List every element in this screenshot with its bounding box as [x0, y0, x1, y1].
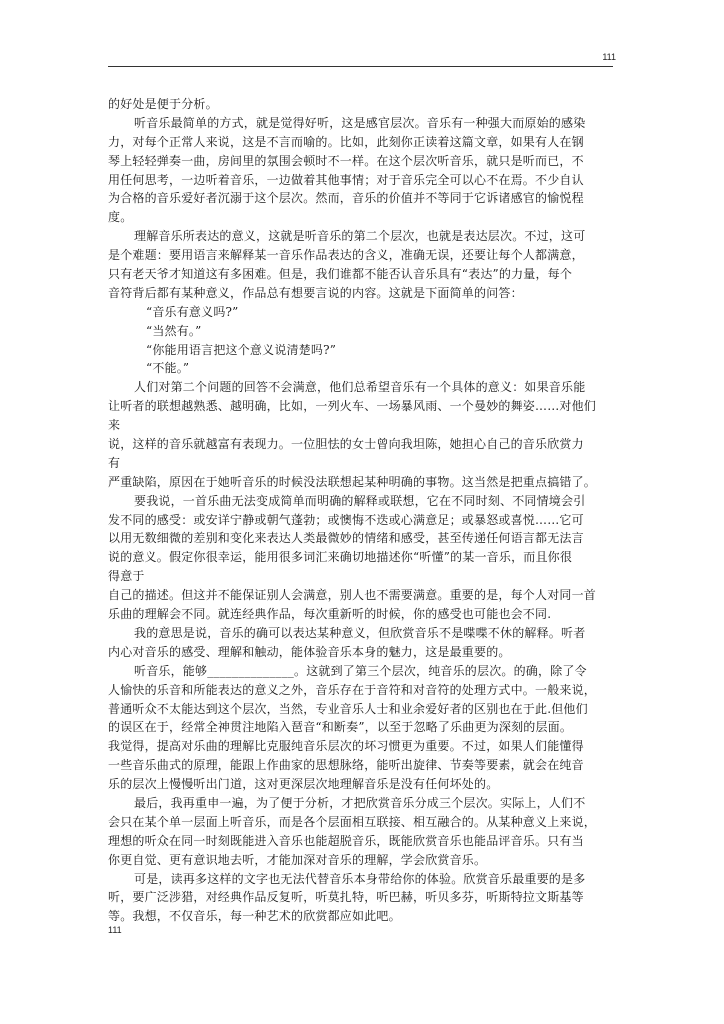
text-line: 理解音乐所表达的意义，这就是听音乐的第二个层次，也就是表达层次。不过，这可 [134, 229, 586, 244]
text-line: 人们对第二个问题的回答不会满意，他们总希望音乐有一个具体的意义：如果音乐能 [134, 380, 586, 395]
text-line: 内心对音乐的感受、理解和触动，能体验音乐本身的魅力，这是最重要的。 [108, 644, 511, 659]
text-line: 会只在某个单一层面上听音乐，而是各个层面相互联接、相互融合的。从某种意义上来说， [108, 814, 597, 829]
text-line: 自己的描述。但这并不能保证别人会满意，别人也不需要满意。重要的是，每个人对同一首 [108, 588, 597, 603]
text-line: 我的意思是说，音乐的确可以表达某种意义，但欣赏音乐不是喋喋不休的解释。听者 [134, 625, 586, 640]
text-line: 最后，我再重申一遍，为了便于分析，才把欣赏音乐分成三个层次。实际上，人们不 [134, 795, 586, 810]
text-line: 听音乐最简单的方式，就是觉得好听，这是感官层次。音乐有一种强大而原始的感染 [134, 115, 586, 130]
text-line: 严重缺陷，原因在于她听音乐的时候没法联想起某种明确的事物。这当然是把重点搞错了。 [108, 474, 597, 489]
text-line: 用任何思考，一边听着音乐，一边做着其他事情；对于音乐完全可以心不在焉。不少自认 [108, 172, 584, 187]
text-line: 为合格的音乐爱好者沉溺于这个层次。然而，音乐的价值并不等同于它诉诸感官的愉悦程 [108, 191, 584, 206]
text-line: 可是，读再多这样的文字也无法代替音乐本身带给你的体验。欣赏音乐最重要的是多 [134, 871, 586, 886]
text-line: 理想的听众在同一时刻既能进入音乐也能超脱音乐，既能欣赏音乐也能品评音乐。只有当 [108, 833, 584, 848]
text-line: 一些音乐曲式的原理，能跟上作曲家的思想脉络，能听出旋律、节奏等要素，就会在纯音 [108, 758, 584, 773]
footer-page-number: 111 [108, 925, 122, 935]
text-line: 得意于 [108, 569, 145, 584]
text-line: 是个难题：要用语言来解释某一音乐作品表达的含义，准确无误，还要让每个人都满意， [108, 248, 584, 263]
text-line: 等。我想，不仅音乐，每一种艺术的欣赏都应如此吧。 [108, 909, 401, 924]
text-line: 我觉得，提高对乐曲的理解比克服纯音乐层次的坏习惯更为重要。不过，如果人们能懂得 [108, 739, 584, 754]
text-line: 的误区在于，经常全神贯注地陷入琶音“和断奏”，以至于忽略了乐曲更为深刻的层面。 [108, 720, 573, 735]
article-body [108, 95, 618, 926]
header-page-number: 111 [602, 52, 616, 62]
text-line: 音符背后都有某种意义，作品总有想要言说的内容。这就是下面简单的问答： [108, 285, 523, 300]
text-line: “音乐有意义吗?” [146, 304, 239, 319]
text-line: 说的意义。假定你很幸运，能用很多词汇来确切地描述你“听懂”的某一音乐，而且你很 [108, 550, 573, 565]
text-line: 普通听众不太能达到这个层次，当然，专业音乐人士和业余爱好者的区别也在于此.但他们 [108, 701, 588, 716]
text-line: 发不同的感受：或安详宁静或朝气蓬勃；或懊悔不迭或心满意足；或暴怒或喜悦……它可 [108, 512, 584, 527]
text-line: 乐曲的理解会不同。就连经典作品，每次重新听的时候，你的感受也可能也会不同. [108, 607, 552, 622]
text-line: 有 [108, 455, 121, 470]
text-line: 琴上轻轻弹奏一曲，房间里的氛围会顿时不一样。在这个层次听音乐，就只是听而已，不 [108, 153, 584, 168]
text-line: 让听者的联想越熟悉、越明确，比如，一列火车、一场暴风雨、一个曼妙的舞姿……对他们 [108, 399, 597, 414]
text-line: 度。 [108, 210, 133, 225]
text-line: “不能。” [146, 361, 190, 376]
text-line: 只有老天爷才知道这有多困难。但是，我们谁都不能否认音乐具有“表达”的力量，每个 [108, 267, 573, 282]
text-line: 来 [108, 418, 121, 433]
text-line: 听音乐，能够______________。这就到了第三个层次，纯音乐的层次。的确，除了令 [134, 663, 587, 678]
text-line: 你更自觉、更有意识地去听，才能加深对音乐的理解，学会欣赏音乐。 [108, 852, 487, 867]
text-line: 乐的层次上慢慢听出门道，这对更深层次地理解音乐是没有任何坏处的。 [108, 777, 499, 792]
text-line: 以用无数细微的差别和变化来表达人类最微妙的情绪和感受，甚至传递任何语言都无法言 [108, 531, 584, 546]
text-line: 力，对每个正常人来说，这是不言而喻的。比如，此刻你正读着这篇文章，如果有人在钢 [108, 134, 584, 149]
text-line: 听，要广泛涉猎，对经典作品反复听，听莫扎特，听巴赫，听贝多芬，听斯特拉文斯基等 [108, 890, 584, 905]
text-line: “当然有。” [146, 323, 202, 338]
text-line: 的好处是便于分析。 [108, 97, 218, 111]
header-rule [108, 66, 613, 67]
text-line: “你能用语言把这个意义说清楚吗?” [146, 342, 337, 357]
text-line: 要我说，一首乐曲无法变成简单而明确的解释或联想，它在不同时刻、不同情境会引 [134, 493, 586, 508]
text-line: 人愉快的乐音和所能表达的意义之外，音乐存在于音符和对音符的处理方式中。一般来说， [108, 682, 597, 697]
text-line: 说，这样的音乐就越富有表现力。一位胆怯的女士曾向我坦陈，她担心自己的音乐欣赏力 [108, 437, 584, 452]
